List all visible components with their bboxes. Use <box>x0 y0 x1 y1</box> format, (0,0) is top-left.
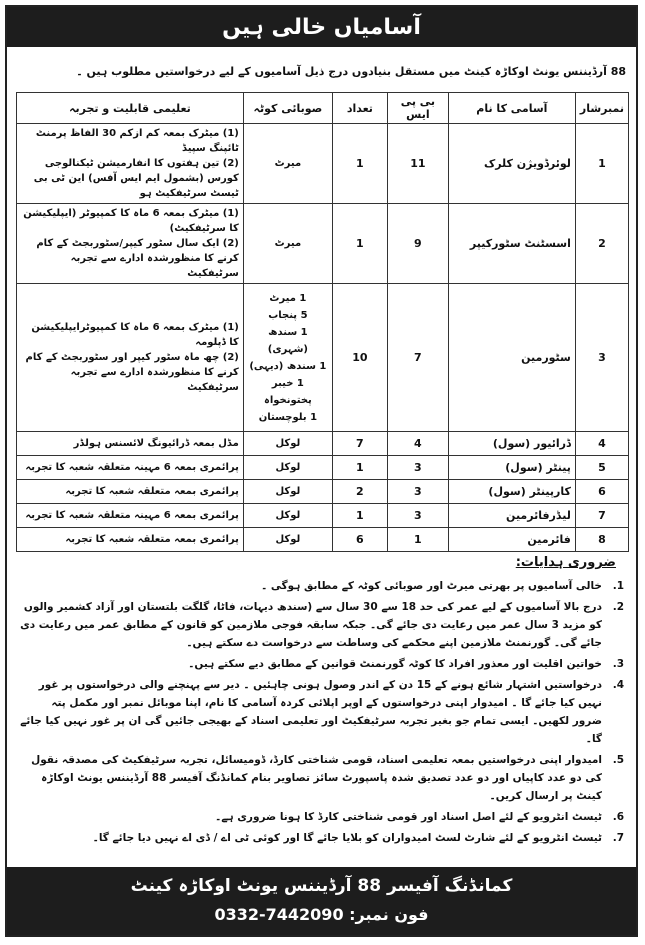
cell-post: اسسٹنٹ سٹورکیپر <box>448 204 575 284</box>
vacancies-table <box>16 92 629 552</box>
cell-serial: 3 <box>575 284 628 432</box>
cell-count: 1 <box>332 456 387 480</box>
cell-qualification <box>17 284 244 432</box>
cell-qualification <box>17 204 244 284</box>
cell-bps: 1 <box>387 528 448 552</box>
banner-title: آسامیاں خالی ہیں <box>222 14 421 40</box>
advertisement-page <box>5 5 638 937</box>
instruction-text: امیدوار اپنی درخواستیں بمعہ تعلیمی اسناد، قومی شناختی کارڈ، ڈومیسائل، تجربہ سرٹیفکیٹ کی مصدقہ نقول کی دو عدد کاپیاں اور دو عدد تصدیق شدہ پاسپورٹ سائز تصاویر بنام کمانڈنگ آفیسر 88 آرڈیننس یونٹ اوکاڑہ کینٹ پر ارسال کریں۔ <box>31 754 602 802</box>
cell-post: لیڈرفائرمین <box>448 504 575 528</box>
qualification-line: (1) میٹرک بمعہ 6 ماہ کا کمپیوٹرایپلیکیشن کا ڈپلومہ <box>31 322 239 348</box>
cell-count: 6 <box>332 528 387 552</box>
table-row <box>17 456 629 480</box>
instructions-title: ضروری ہدایات: <box>515 555 616 570</box>
intro-text: 88 آرڈیننس یونٹ اوکاڑہ کینٹ میں مستقل بنیادوں درج ذیل آسامیوں کے لیے درخواستیں مطلوب ہیں ۔ <box>76 65 626 78</box>
cell-count: 1 <box>332 504 387 528</box>
table-row <box>17 432 629 456</box>
quota-line: لوکل <box>275 534 301 545</box>
cell-count: 2 <box>332 480 387 504</box>
instruction-number: 6. <box>612 811 624 823</box>
qualification-line: (2) ایک سال سٹور کیپر/سٹوربجٹ کے کام کرنے کا منظورشدہ ادارے سے تجربہ سرٹیفکیٹ <box>36 238 239 279</box>
cell-serial: 1 <box>575 124 628 204</box>
qualification-line: مڈل بمعہ ڈرائیونگ لائسنس ہولڈر <box>73 438 239 449</box>
quota-line: 1 بلوچستان <box>258 411 318 423</box>
cell-bps: 3 <box>387 480 448 504</box>
instruction-item <box>19 598 624 652</box>
table-row <box>17 204 629 284</box>
instruction-item <box>19 808 624 826</box>
cell-serial: 8 <box>575 528 628 552</box>
quota-line: لوکل <box>275 438 301 449</box>
qualification-line: پرائمری بمعہ متعلقہ شعبہ کا تجربہ <box>65 534 239 545</box>
cell-quota <box>243 528 332 552</box>
header-count: تعداد <box>332 93 387 124</box>
cell-bps: 7 <box>387 284 448 432</box>
instruction-text: ٹیسٹ انٹرویو کے لئے اصل اسناد اور قومی شناختی کارڈ کا ہونا ضروری ہے۔ <box>215 811 602 823</box>
instruction-number: 3. <box>612 658 624 670</box>
phone-label: فون نمبر: <box>349 905 429 924</box>
cell-quota <box>243 284 332 432</box>
quota-line: 1 میرٹ <box>269 292 307 304</box>
qualification-line: (1) میٹرک بمعہ 6 ماہ کا کمپیوٹر (ایپلیکیشن کا سرٹیفکیٹ) <box>23 208 239 234</box>
instruction-number: 7. <box>612 832 624 844</box>
instruction-item <box>19 829 624 847</box>
cell-qualification <box>17 504 244 528</box>
footer-phone-line <box>7 905 636 924</box>
quota-line: لوکل <box>275 462 301 473</box>
instruction-text: درج بالا آسامیوں کے لیے عمر کی حد 18 سے 30 سال سے (سندھ دیہات، فاٹا، گلگت بلتستان اور آزاد کشمیر والوں کو مزید 3 سال عمر میں رعایت دی جائے گی۔ جبکہ سابقہ فوجی ملازمین کو قانون کے مطابق عمر میں رعایت دی جائے گی۔ گورنمنٹ ملازمین اپنے محکمے کی وساطت سے درخواست دے سکتے ہیں۔ <box>20 601 602 649</box>
cell-qualification <box>17 480 244 504</box>
instruction-number: 5. <box>612 754 624 766</box>
cell-bps: 9 <box>387 204 448 284</box>
quota-line: 1 سندھ (شہری) <box>267 326 308 355</box>
instruction-number: 2. <box>612 601 624 613</box>
cell-serial: 5 <box>575 456 628 480</box>
header-quota: صوبائی کوٹہ <box>243 93 332 124</box>
cell-quota <box>243 480 332 504</box>
cell-count: 10 <box>332 284 387 432</box>
table-row <box>17 504 629 528</box>
quota-line: میرٹ <box>274 158 302 169</box>
phone-number[interactable]: 0332-7442090 <box>214 905 344 924</box>
header-serial: نمبرشار <box>575 93 628 124</box>
instruction-item <box>19 751 624 805</box>
footer-office: کمانڈنگ آفیسر 88 آرڈیننس یونٹ اوکاڑہ کینٹ <box>130 876 513 896</box>
instruction-number: 1. <box>612 580 624 592</box>
cell-post: سٹورمین <box>448 284 575 432</box>
cell-quota <box>243 456 332 480</box>
cell-quota <box>243 432 332 456</box>
vacancies-banner <box>7 7 636 47</box>
cell-count: 1 <box>332 204 387 284</box>
cell-serial: 6 <box>575 480 628 504</box>
cell-post: پینٹر (سول) <box>448 456 575 480</box>
cell-qualification <box>17 456 244 480</box>
cell-serial: 7 <box>575 504 628 528</box>
cell-quota <box>243 204 332 284</box>
table-row <box>17 528 629 552</box>
header-post: آسامی کا نام <box>448 93 575 124</box>
cell-post: کارپینٹر (سول) <box>448 480 575 504</box>
cell-bps: 4 <box>387 432 448 456</box>
cell-serial: 2 <box>575 204 628 284</box>
quota-line: 5 پنجاب <box>268 309 308 321</box>
header-qualification: تعلیمی قابلیت و تجربہ <box>17 93 244 124</box>
qualification-line: پرائمری بمعہ متعلقہ شعبہ کا تجربہ <box>65 486 239 497</box>
quota-line: لوکل <box>275 486 301 497</box>
instruction-number: 4. <box>612 679 624 691</box>
cell-qualification <box>17 124 244 204</box>
table-row <box>17 284 629 432</box>
table-header-row <box>17 93 629 124</box>
qualification-line: (1) میٹرک بمعہ کم ازکم 30 الفاظ پرمنٹ ٹائپنگ سپیڈ <box>35 128 239 154</box>
cell-count: 1 <box>332 124 387 204</box>
cell-post: لوئرڈویژن کلرک <box>448 124 575 204</box>
quota-line: لوکل <box>275 510 301 521</box>
quota-line: میرٹ <box>274 238 302 249</box>
table-row <box>17 480 629 504</box>
table-row <box>17 124 629 204</box>
instruction-text: درخواستیں اشتہار شائع ہونے کے 15 دن کے اندر وصول ہونی چاہئیں ۔ دیر سے پہنچنے والی درخواستوں پر غور نہیں کیا جائے گا ۔ امیدوار اپنی درخواستوں کے اوپر اپلائی کردہ آسامی کا نام، اپنا موبائل نمبر اور مکمل پتہ ضرور لکھیں۔ ایسی تمام جو بغیر تجربہ سرٹیفکیٹ اور تعلیمی اسناد کے بھیجی جائیں گی ان پر غور نہیں کیا جائے گا۔ <box>20 679 602 745</box>
cell-bps: 3 <box>387 504 448 528</box>
cell-post: ڈرائیور (سول) <box>448 432 575 456</box>
cell-qualification <box>17 432 244 456</box>
cell-serial: 4 <box>575 432 628 456</box>
instruction-item <box>19 676 624 748</box>
cell-qualification <box>17 528 244 552</box>
quota-line: 1 سندھ (دیہی) <box>249 360 327 372</box>
header-bps: بی پی ایس <box>387 93 448 124</box>
cell-bps: 3 <box>387 456 448 480</box>
qualification-line: (2) چھ ماہ سٹور کیپر اور سٹوربجٹ کے کام کرنے کا منظورشدہ ادارے سے تجربہ سرٹیفکیٹ <box>25 352 239 393</box>
instruction-item <box>19 577 624 595</box>
cell-quota <box>243 124 332 204</box>
cell-bps: 11 <box>387 124 448 204</box>
qualification-line: پرائمری بمعہ 6 مہینہ متعلقہ شعبہ کا تجربہ <box>25 462 239 473</box>
cell-quota <box>243 504 332 528</box>
instruction-item <box>19 655 624 673</box>
quota-line: 1 خیبر پختونخواہ <box>263 377 312 406</box>
instruction-text: ٹیسٹ انٹرویو کے لئے شارٹ لسٹ امیدواران کو بلایا جائے گا اور کوئی ٹی اے / ڈی اے نہیں دیا جائے گا۔ <box>92 832 602 844</box>
qualification-line: (2) تین ہفتوں کا انفارمیشن ٹیکنالوجی کورس (بشمول ایم ایس آفس) این ٹی بی ٹیسٹ سرٹیفکیٹ ہو <box>33 158 239 199</box>
cell-post: فائرمین <box>448 528 575 552</box>
footer-banner <box>7 867 636 935</box>
instruction-text: خواتین اقلیت اور معذور افراد کا کوٹہ گورنمنٹ قوانین کے مطابق دیے سکتے ہیں۔ <box>188 658 602 670</box>
instruction-text: خالی آسامیوں پر بھرتی میرٹ اور صوبائی کوٹہ کے مطابق ہوگی ۔ <box>261 580 602 592</box>
instructions-list <box>19 577 624 850</box>
qualification-line: پرائمری بمعہ 6 مہینہ متعلقہ شعبہ کا تجربہ <box>25 510 239 521</box>
cell-count: 7 <box>332 432 387 456</box>
